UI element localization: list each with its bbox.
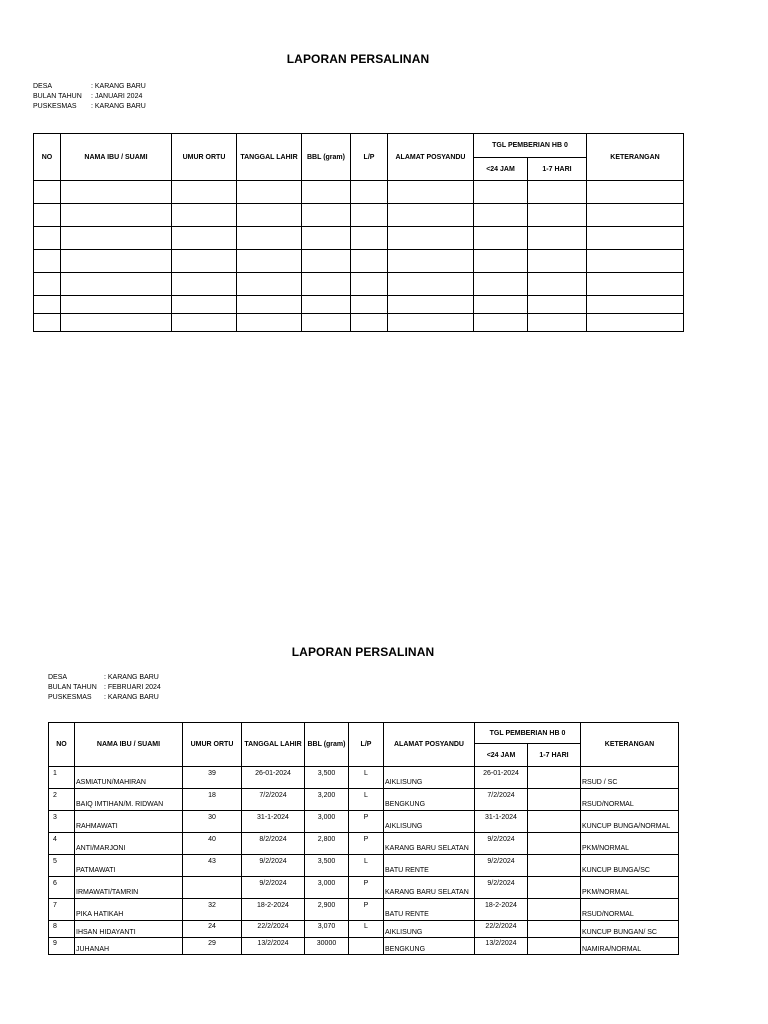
cell-lp (349, 811, 384, 833)
cell-tanggal-text: 22/2/2024 (257, 923, 289, 930)
header-tanggal: TANGGAL LAHIR (242, 723, 305, 767)
cell-nama-text: ASMIATUN/MAHIRAN (76, 779, 146, 786)
cell-umur (183, 789, 242, 811)
cell-tanggal-text: 13/2/2024 (257, 940, 289, 947)
bulan-tahun-value: : FEBRUARI 2024 (104, 684, 161, 691)
cell-nama-text: BAIQ IMTIHAN/M. RIDWAN (76, 801, 164, 808)
cell-1-7-hari (528, 833, 581, 855)
cell-nama-text: PATMAWATI (76, 867, 116, 874)
cell-alamat-text: KARANG BARU SELATAN (385, 889, 469, 896)
table-row (49, 767, 679, 789)
cell-1-7-hari (528, 767, 581, 789)
cell-no (49, 938, 75, 955)
table-row (49, 789, 679, 811)
table-row (34, 314, 684, 332)
cell-nama-text: ANTI/MARJONI (76, 845, 126, 852)
info-bulan-tahun (33, 92, 683, 102)
cell-tanggal (242, 811, 305, 833)
cell-umur-text: 18 (208, 792, 216, 799)
cell-umur-text: 32 (208, 902, 216, 909)
header-keterangan: KETERANGAN (581, 723, 679, 767)
cell-lt24 (475, 899, 528, 921)
cell-lp (349, 899, 384, 921)
cell-lt24-text: 13/2/2024 (485, 940, 517, 947)
cell-alamat-text: KARANG BARU SELATAN (385, 845, 469, 852)
header-1-7-hari: 1-7 HARI (528, 158, 587, 181)
header-nama: NAMA IBU / SUAMI (75, 723, 183, 767)
cell-lp-text: L (364, 858, 368, 865)
cell-no-text: 3 (53, 814, 57, 821)
cell-keterangan-text: RSUD/NORMAL (582, 801, 634, 808)
cell-lt24-text: 9/2/2024 (487, 836, 515, 843)
cell-alamat (384, 855, 475, 877)
cell-lp (349, 855, 384, 877)
report-info (48, 673, 678, 703)
cell-umur (183, 921, 242, 938)
cell-keterangan-text: KUNCUP BUNGA/SC (582, 867, 650, 874)
cell-umur (183, 938, 242, 955)
cell-alamat-text: AIKLISUNG (385, 779, 423, 786)
cell-lp-text: P (363, 880, 369, 887)
cell-lt24 (475, 833, 528, 855)
cell-bbl-text: 3,500 (317, 770, 336, 777)
cell-no (49, 833, 75, 855)
cell-no (49, 899, 75, 921)
cell-umur (183, 767, 242, 789)
cell-keterangan-text: RSUD / SC (582, 779, 618, 786)
cell-lt24-text: 22/2/2024 (485, 923, 517, 930)
cell-nama (75, 833, 183, 855)
cell-alamat-text: BATU RENTE (385, 867, 429, 874)
header-alamat: ALAMAT POSYANDU (388, 134, 474, 181)
report-january (33, 52, 683, 332)
cell-1-7-hari (528, 811, 581, 833)
cell-alamat (384, 789, 475, 811)
cell-lt24 (475, 855, 528, 877)
header-bbl: BBL (gram) (302, 134, 351, 181)
info-puskesmas (33, 102, 683, 112)
cell-alamat-text: AIKLISUNG (385, 929, 423, 936)
cell-tanggal-text: 18-2-2024 (257, 902, 289, 909)
cell-bbl-text: 30000 (316, 940, 337, 947)
cell-no (49, 811, 75, 833)
header-umur: UMUR ORTU (183, 723, 242, 767)
persalinan-table (48, 722, 679, 955)
table-row (49, 811, 679, 833)
cell-nama (75, 767, 183, 789)
header-no: NO (49, 723, 75, 767)
cell-lp-text: L (364, 792, 368, 799)
cell-no-text: 1 (53, 770, 57, 777)
cell-keterangan (581, 789, 679, 811)
cell-bbl-text: 3,070 (317, 923, 336, 930)
cell-1-7-hari (528, 938, 581, 955)
cell-alamat-text: BENGKUNG (385, 801, 426, 808)
cell-keterangan (581, 833, 679, 855)
header-lt24: <24 JAM (474, 158, 528, 181)
cell-lt24-text: 18-2-2024 (485, 902, 517, 909)
info-desa (48, 673, 678, 683)
cell-tanggal (242, 938, 305, 955)
table-row (49, 877, 679, 899)
cell-alamat-text: BATU RENTE (385, 911, 429, 918)
header-tgl-hb0: TGL PEMBERIAN HB 0 (474, 134, 587, 158)
table-row (34, 181, 684, 204)
cell-1-7-hari (528, 899, 581, 921)
header-lp: L/P (351, 134, 388, 181)
cell-lt24-text: 26-01-2024 (483, 770, 519, 777)
cell-lp-text: P (363, 814, 369, 821)
cell-nama-text: PIKA HATIKAH (76, 911, 124, 918)
cell-tanggal (242, 767, 305, 789)
report-title: LAPORAN PERSALINAN (291, 645, 435, 659)
cell-umur (183, 877, 242, 899)
header-tgl-hb0: TGL PEMBERIAN HB 0 (475, 723, 581, 744)
bulan-tahun-value: : JANUARI 2024 (91, 93, 143, 100)
header-alamat: ALAMAT POSYANDU (384, 723, 475, 767)
cell-lt24-text: 7/2/2024 (487, 792, 515, 799)
table-row (49, 938, 679, 955)
header-lt24: <24 JAM (475, 744, 528, 767)
cell-lt24 (475, 921, 528, 938)
cell-no-text: 4 (53, 836, 57, 843)
cell-lt24-text: 9/2/2024 (487, 858, 515, 865)
header-tanggal: TANGGAL LAHIR (237, 134, 302, 181)
puskesmas-label: PUSKESMAS (48, 694, 92, 701)
cell-bbl (305, 811, 349, 833)
cell-lp (349, 789, 384, 811)
header-keterangan: KETERANGAN (587, 134, 684, 181)
cell-no (49, 877, 75, 899)
cell-umur-text: 29 (208, 940, 216, 947)
table-row (34, 204, 684, 227)
cell-nama-text: JUHANAH (76, 946, 110, 953)
cell-umur-text: 39 (208, 770, 216, 777)
table-row (34, 273, 684, 296)
cell-alamat (384, 833, 475, 855)
cell-no (49, 767, 75, 789)
cell-no (49, 855, 75, 877)
puskesmas-value: : KARANG BARU (91, 103, 146, 110)
cell-1-7-hari (528, 855, 581, 877)
cell-bbl (305, 877, 349, 899)
cell-bbl-text: 3,000 (317, 814, 336, 821)
cell-alamat (384, 938, 475, 955)
cell-lp-text: P (363, 836, 369, 843)
cell-umur (183, 811, 242, 833)
cell-umur-text: 24 (208, 923, 216, 930)
cell-bbl-text: 3,000 (317, 880, 336, 887)
cell-bbl-text: 2,800 (317, 836, 336, 843)
cell-keterangan (581, 877, 679, 899)
cell-keterangan (581, 855, 679, 877)
info-desa (33, 82, 683, 92)
info-bulan-tahun (48, 683, 678, 693)
cell-bbl (305, 833, 349, 855)
cell-lt24-text: 9/2/2024 (487, 880, 515, 887)
cell-lp-text: P (363, 902, 369, 909)
cell-keterangan-text: KUNCUP BUNGAN/ SC (582, 929, 657, 936)
cell-nama-text: RAHMAWATI (76, 823, 118, 830)
cell-lt24-text: 31-1-2024 (485, 814, 517, 821)
cell-keterangan (581, 899, 679, 921)
table-row (34, 227, 684, 250)
table-row (34, 296, 684, 314)
cell-alamat-text: BENGKUNG (385, 946, 426, 953)
cell-keterangan (581, 921, 679, 938)
desa-label: DESA (33, 83, 53, 90)
report-february (48, 645, 678, 955)
cell-lp-text: L (364, 770, 368, 777)
bulan-tahun-label: BULAN TAHUN (48, 684, 97, 691)
cell-bbl-text: 3,500 (317, 858, 336, 865)
cell-umur (183, 855, 242, 877)
cell-umur-text: 30 (208, 814, 216, 821)
cell-nama (75, 899, 183, 921)
desa-value: : KARANG BARU (104, 674, 159, 681)
header-1-7-hari: 1-7 HARI (528, 744, 581, 767)
cell-tanggal-text: 26-01-2024 (255, 770, 291, 777)
cell-umur (183, 833, 242, 855)
cell-no-text: 2 (53, 792, 57, 799)
desa-value: : KARANG BARU (91, 83, 146, 90)
header-nama: NAMA IBU / SUAMI (61, 134, 172, 181)
cell-1-7-hari (528, 877, 581, 899)
cell-tanggal (242, 899, 305, 921)
cell-bbl (305, 938, 349, 955)
table-row (49, 833, 679, 855)
cell-keterangan-text: PKM/NORMAL (582, 889, 630, 896)
cell-alamat (384, 899, 475, 921)
report-title: LAPORAN PERSALINAN (286, 52, 430, 66)
header-no: NO (34, 134, 61, 181)
cell-lp (349, 833, 384, 855)
cell-nama-text: IRMAWATI/TAMRIN (76, 889, 139, 896)
cell-tanggal (242, 921, 305, 938)
cell-keterangan (581, 767, 679, 789)
cell-keterangan-text: PKM/NORMAL (582, 845, 630, 852)
bulan-tahun-label: BULAN TAHUN (33, 93, 82, 100)
cell-keterangan-text: NAMIRA/NORMAL (582, 946, 642, 953)
cell-umur (183, 899, 242, 921)
persalinan-table (33, 133, 684, 332)
cell-no-text: 7 (53, 902, 57, 909)
cell-nama (75, 877, 183, 899)
cell-lp (349, 938, 384, 955)
cell-bbl (305, 921, 349, 938)
desa-label: DESA (48, 674, 68, 681)
cell-lt24 (475, 767, 528, 789)
cell-nama-text: IHSAN HIDAYANTI (76, 929, 136, 936)
cell-lt24 (475, 811, 528, 833)
cell-bbl (305, 899, 349, 921)
cell-no (49, 789, 75, 811)
cell-alamat (384, 767, 475, 789)
cell-alamat (384, 877, 475, 899)
cell-bbl-text: 3,200 (317, 792, 336, 799)
cell-keterangan (581, 811, 679, 833)
table-row (49, 899, 679, 921)
cell-no-text: 5 (53, 858, 57, 865)
cell-lt24 (475, 938, 528, 955)
cell-lp (349, 877, 384, 899)
table-row (49, 855, 679, 877)
cell-no-text: 6 (53, 880, 57, 887)
cell-tanggal-text: 7/2/2024 (259, 792, 287, 799)
cell-tanggal-text: 31-1-2024 (257, 814, 289, 821)
puskesmas-value: : KARANG BARU (104, 694, 159, 701)
cell-tanggal (242, 877, 305, 899)
table-row (49, 921, 679, 938)
cell-1-7-hari (528, 921, 581, 938)
cell-nama (75, 921, 183, 938)
cell-tanggal-text: 9/2/2024 (259, 880, 287, 887)
header-lp: L/P (349, 723, 384, 767)
cell-alamat (384, 921, 475, 938)
cell-no (49, 921, 75, 938)
report-info (33, 82, 683, 112)
header-umur: UMUR ORTU (172, 134, 237, 181)
cell-alamat-text: AIKLISUNG (385, 823, 423, 830)
cell-nama (75, 811, 183, 833)
cell-tanggal-text: 9/2/2024 (259, 858, 287, 865)
cell-nama (75, 855, 183, 877)
info-puskesmas (48, 693, 678, 703)
cell-nama (75, 789, 183, 811)
table-row (34, 250, 684, 273)
cell-no-text: 8 (53, 923, 57, 930)
cell-keterangan (581, 938, 679, 955)
cell-bbl-text: 2,900 (317, 902, 336, 909)
cell-lt24 (475, 789, 528, 811)
cell-lp-text: L (364, 923, 368, 930)
cell-keterangan-text: KUNCUP BUNGA/NORMAL (582, 823, 671, 830)
cell-lp (349, 921, 384, 938)
cell-lp (349, 767, 384, 789)
cell-no-text: 9 (53, 940, 57, 947)
cell-bbl (305, 789, 349, 811)
cell-keterangan-text: RSUD/NORMAL (582, 911, 634, 918)
cell-tanggal-text: 8/2/2024 (259, 836, 287, 843)
cell-umur-text: 43 (208, 858, 216, 865)
header-bbl: BBL (gram) (305, 723, 349, 767)
cell-bbl (305, 767, 349, 789)
cell-nama (75, 938, 183, 955)
puskesmas-label: PUSKESMAS (33, 103, 77, 110)
cell-1-7-hari (528, 789, 581, 811)
cell-tanggal (242, 855, 305, 877)
cell-tanggal (242, 833, 305, 855)
cell-tanggal (242, 789, 305, 811)
cell-umur-text: 40 (208, 836, 216, 843)
cell-alamat (384, 811, 475, 833)
cell-bbl (305, 855, 349, 877)
cell-lt24 (475, 877, 528, 899)
